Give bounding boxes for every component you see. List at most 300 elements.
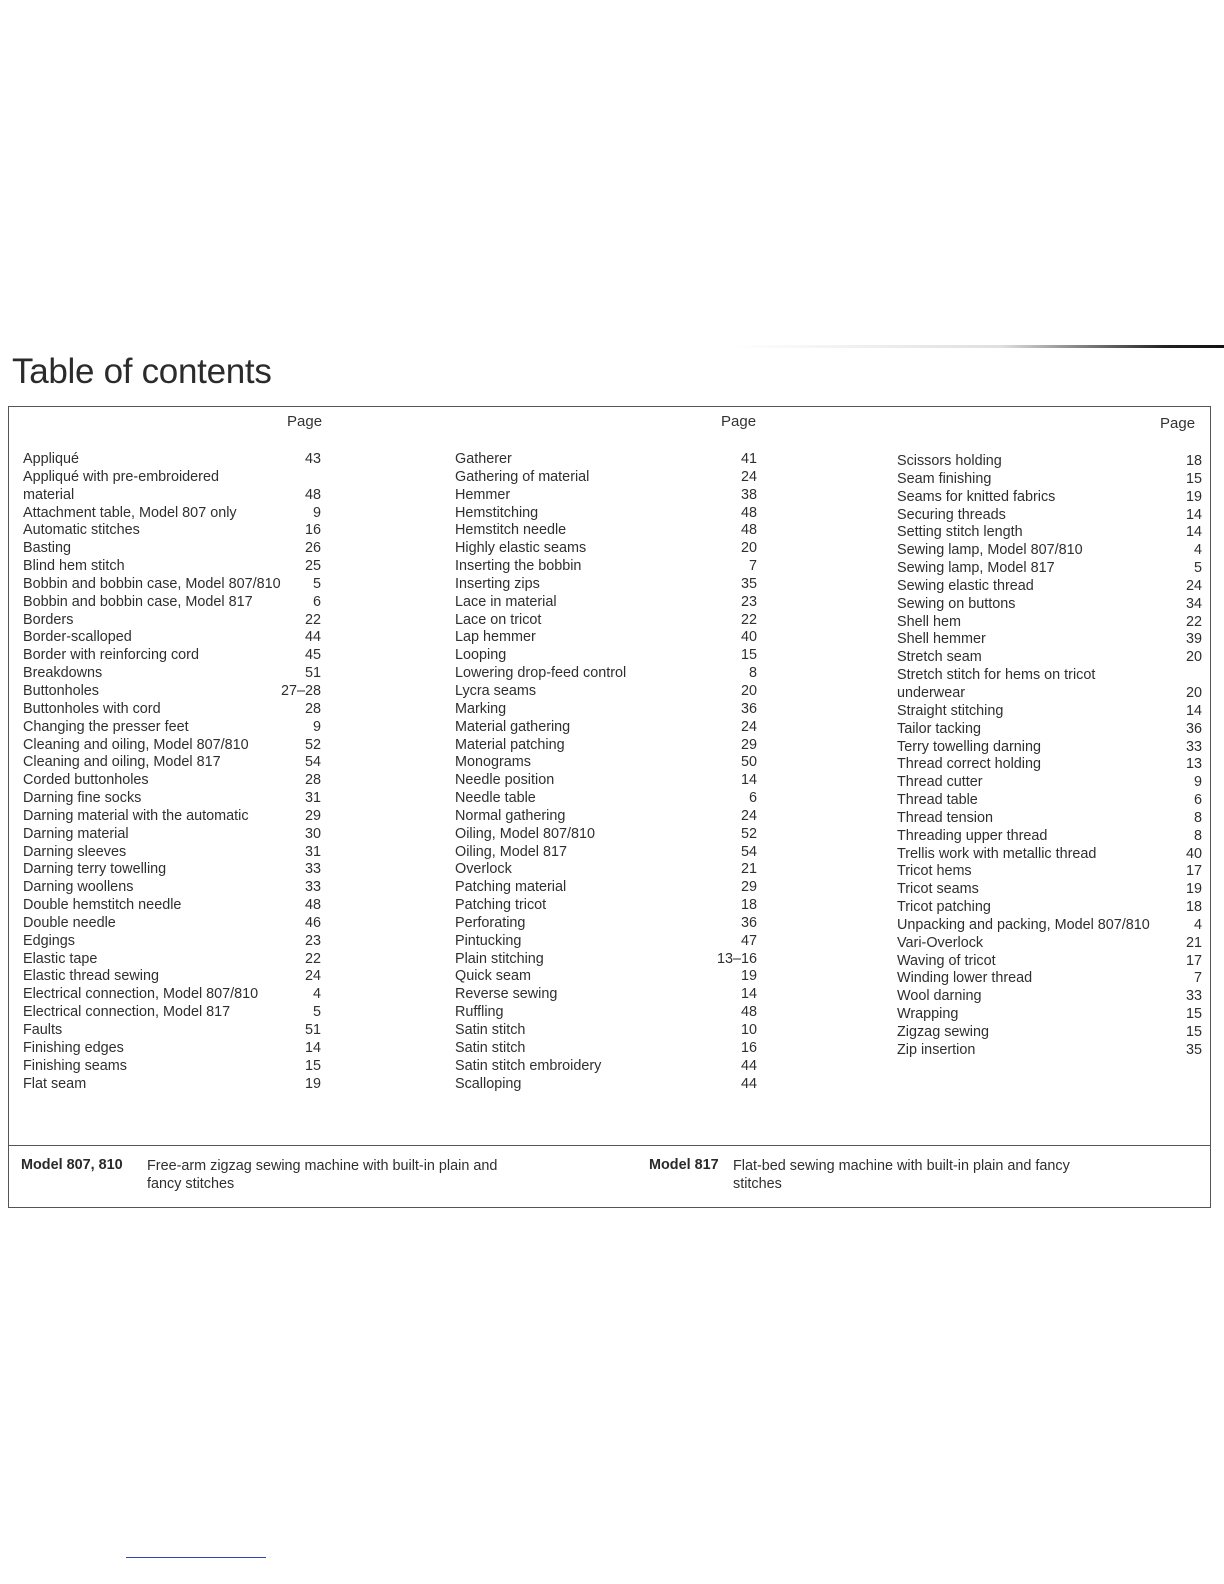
toc-entry-page-number: 5 bbox=[1193, 560, 1202, 577]
toc-entry-page-number: 23 bbox=[740, 593, 757, 610]
toc-entry-page-number: 40 bbox=[1185, 845, 1202, 862]
toc-entry-page-number: 33 bbox=[304, 879, 321, 896]
toc-entry-page-number: 14 bbox=[304, 1039, 321, 1056]
toc-entry-label: material bbox=[23, 486, 75, 503]
toc-entry-page-number: 15 bbox=[1185, 1006, 1202, 1023]
toc-entry bbox=[455, 647, 757, 665]
toc-entry bbox=[897, 578, 1202, 596]
toc-entry-page-number: 33 bbox=[1185, 738, 1202, 755]
toc-entry-page-number: 19 bbox=[1185, 881, 1202, 898]
toc-entry bbox=[897, 649, 1202, 667]
toc-entry-label: Scalloping bbox=[455, 1075, 522, 1092]
toc-entry bbox=[23, 701, 321, 719]
toc-entry-page-number: 38 bbox=[740, 486, 757, 503]
toc-entry bbox=[23, 612, 321, 630]
toc-entry bbox=[455, 612, 757, 630]
toc-entry-label: Lycra seams bbox=[455, 682, 537, 699]
toc-entry-page-number: 7 bbox=[748, 558, 757, 575]
toc-entry bbox=[23, 897, 321, 915]
toc-entry-page-number: 14 bbox=[740, 772, 757, 789]
toc-entry bbox=[455, 915, 757, 933]
toc-entry-page-number: 35 bbox=[1185, 1041, 1202, 1058]
toc-entry-label: Seams for knitted fabrics bbox=[897, 488, 1056, 505]
toc-entry-page-number: 48 bbox=[740, 1004, 757, 1021]
toc-entry-page-number: 24 bbox=[304, 968, 321, 985]
toc-entry bbox=[897, 970, 1202, 988]
toc-entry bbox=[455, 558, 757, 576]
toc-entry-label: Elastic thread sewing bbox=[23, 968, 159, 985]
toc-entry bbox=[23, 737, 321, 755]
toc-entry-label: Tricot hems bbox=[897, 863, 972, 880]
toc-entry-page-number: 33 bbox=[1185, 988, 1202, 1005]
toc-column-1 bbox=[23, 451, 321, 1093]
toc-entry bbox=[455, 808, 757, 826]
toc-entry-page-number: 25 bbox=[304, 558, 321, 575]
toc-entry bbox=[23, 951, 321, 969]
toc-entry bbox=[897, 667, 1202, 685]
toc-entry bbox=[23, 647, 321, 665]
toc-entry bbox=[897, 1006, 1202, 1024]
toc-entry bbox=[897, 614, 1202, 632]
toc-entry bbox=[23, 629, 321, 647]
toc-entry bbox=[455, 897, 757, 915]
toc-entry-page-number: 45 bbox=[304, 647, 321, 664]
toc-entry bbox=[23, 1004, 321, 1022]
toc-entry bbox=[897, 899, 1202, 917]
toc-entry-label: Finishing edges bbox=[23, 1039, 124, 1056]
toc-entry-page-number: 17 bbox=[1185, 863, 1202, 880]
toc-entry-page-number: 9 bbox=[312, 504, 321, 521]
page-column-heading: Page bbox=[1160, 415, 1196, 432]
toc-entry-label: Tailor tacking bbox=[897, 720, 981, 737]
toc-entry-label: Lap hemmer bbox=[455, 629, 536, 646]
toc-entry-page-number: 13 bbox=[1185, 756, 1202, 773]
toc-entry-label: Electrical connection, Model 807/810 bbox=[23, 986, 259, 1003]
toc-entry-label: Lowering drop-feed control bbox=[455, 665, 627, 682]
toc-entry bbox=[455, 933, 757, 951]
toc-entry bbox=[455, 951, 757, 969]
toc-entry-label: Cleaning and oiling, Model 807/810 bbox=[23, 736, 249, 753]
toc-entry-label: Reverse sewing bbox=[455, 986, 558, 1003]
toc-entry-label: Monograms bbox=[455, 754, 531, 771]
toc-entry-page-number: 24 bbox=[1185, 577, 1202, 594]
toc-entry bbox=[23, 986, 321, 1004]
toc-entry-page-number: 43 bbox=[304, 451, 321, 467]
toc-entry-label: Double needle bbox=[23, 914, 116, 931]
toc-entry-label: Setting stitch length bbox=[897, 524, 1023, 541]
toc-entry-page-number: 29 bbox=[740, 879, 757, 896]
toc-entry bbox=[897, 739, 1202, 757]
toc-entry-page-number: 35 bbox=[740, 575, 757, 592]
toc-entry-label: Plain stitching bbox=[455, 950, 544, 967]
toc-entry-label: Material patching bbox=[455, 736, 565, 753]
toc-entry bbox=[897, 828, 1202, 846]
toc-entry bbox=[23, 790, 321, 808]
toc-entry bbox=[455, 522, 757, 540]
toc-entry-label: Gatherer bbox=[455, 451, 512, 467]
toc-entry-page-number: 36 bbox=[740, 914, 757, 931]
toc-entry bbox=[897, 507, 1202, 525]
toc-entry-label: Attachment table, Model 807 only bbox=[23, 504, 237, 521]
toc-entry-label: Double hemstitch needle bbox=[23, 897, 182, 914]
toc-entry bbox=[23, 1076, 321, 1094]
toc-entry bbox=[897, 846, 1202, 864]
toc-entry-page-number: 13–16 bbox=[716, 950, 757, 967]
toc-entry bbox=[455, 451, 757, 469]
toc-entry-page-number: 48 bbox=[740, 504, 757, 521]
toc-entry-label: Unpacking and packing, Model 807/810 bbox=[897, 916, 1150, 933]
toc-entry-page-number: 16 bbox=[304, 522, 321, 539]
toc-entry bbox=[23, 505, 321, 523]
toc-entry bbox=[897, 1024, 1202, 1042]
toc-entry-page-number: 48 bbox=[304, 897, 321, 914]
toc-entry bbox=[897, 863, 1202, 881]
toc-entry bbox=[23, 933, 321, 951]
toc-entry-label: Patching tricot bbox=[455, 897, 547, 914]
toc-entry-label: Tricot patching bbox=[897, 899, 991, 916]
toc-entry-page-number: 20 bbox=[740, 682, 757, 699]
toc-entry-page-number: 22 bbox=[1185, 613, 1202, 630]
toc-entry bbox=[455, 505, 757, 523]
toc-entry-label: Ruffling bbox=[455, 1004, 504, 1021]
toc-entry-label: Highly elastic seams bbox=[455, 540, 587, 557]
toc-entry bbox=[23, 1022, 321, 1040]
toc-entry bbox=[897, 810, 1202, 828]
toc-entry-label: Hemstitching bbox=[455, 504, 539, 521]
toc-entry-page-number: 51 bbox=[304, 1022, 321, 1038]
toc-entry-page-number: 30 bbox=[304, 825, 321, 842]
toc-entry bbox=[897, 988, 1202, 1006]
toc-entry-label: Cleaning and oiling, Model 817 bbox=[23, 754, 221, 771]
toc-entry-label: Oiling, Model 817 bbox=[455, 843, 567, 860]
toc-entry bbox=[897, 685, 1202, 703]
toc-entry-page-number: 29 bbox=[304, 807, 321, 824]
toc-entry-page-number: 39 bbox=[1185, 631, 1202, 648]
toc-entry-label: Shell hem bbox=[897, 613, 961, 630]
toc-entry-page-number: 18 bbox=[740, 897, 757, 914]
toc-entry bbox=[23, 683, 321, 701]
toc-entry-page-number: 46 bbox=[304, 914, 321, 931]
toc-entry-page-number: 21 bbox=[740, 861, 757, 878]
toc-box bbox=[8, 406, 1211, 1208]
toc-entry-label: Faults bbox=[23, 1022, 63, 1038]
toc-entry-page-number: 6 bbox=[1193, 792, 1202, 809]
toc-entry-label: Perforating bbox=[455, 914, 526, 931]
toc-entry-label: Buttonholes with cord bbox=[23, 700, 161, 717]
toc-entry-page-number: 24 bbox=[740, 718, 757, 735]
toc-entry-page-number: 21 bbox=[1185, 934, 1202, 951]
toc-entry-label: Lace on tricot bbox=[455, 611, 542, 628]
toc-entry-page-number: 47 bbox=[740, 932, 757, 949]
toc-entry bbox=[455, 844, 757, 862]
toc-entry bbox=[23, 594, 321, 612]
toc-entry-label: Material gathering bbox=[455, 718, 571, 735]
toc-entry-page-number: 41 bbox=[740, 451, 757, 467]
toc-entry bbox=[455, 487, 757, 505]
toc-entry-label: Inserting the bobbin bbox=[455, 558, 582, 575]
toc-entry-label: Satin stitch bbox=[455, 1039, 526, 1056]
toc-entry bbox=[23, 915, 321, 933]
toc-entry-page-number: 27–28 bbox=[280, 682, 321, 699]
toc-entry bbox=[897, 917, 1202, 935]
toc-entry-label: Bobbin and bobbin case, Model 817 bbox=[23, 593, 253, 610]
toc-entry-page-number: 20 bbox=[1185, 684, 1202, 701]
toc-entry-label: Vari-Overlock bbox=[897, 934, 984, 951]
toc-entry-label: Changing the presser feet bbox=[23, 718, 189, 735]
toc-entry bbox=[455, 540, 757, 558]
toc-entry-label: Overlock bbox=[455, 861, 512, 878]
toc-entry bbox=[455, 1076, 757, 1094]
toc-entry bbox=[455, 1022, 757, 1040]
footer-divider bbox=[9, 1145, 1210, 1146]
toc-entry bbox=[897, 935, 1202, 953]
toc-entry-label: Lace in material bbox=[455, 593, 557, 610]
page-column-heading: Page bbox=[287, 413, 323, 430]
toc-entry-label: Shell hemmer bbox=[897, 631, 986, 648]
toc-entry-page-number: 19 bbox=[1185, 488, 1202, 505]
toc-entry-page-number: 52 bbox=[304, 736, 321, 753]
toc-entry-label: Sewing on buttons bbox=[897, 595, 1016, 612]
toc-entry bbox=[23, 1058, 321, 1076]
toc-entry bbox=[897, 881, 1202, 899]
toc-entry-page-number: 14 bbox=[1185, 506, 1202, 523]
toc-entry-page-number: 6 bbox=[748, 790, 757, 807]
toc-entry-page-number: 19 bbox=[740, 968, 757, 985]
toc-entry-label: Straight stitching bbox=[897, 702, 1004, 719]
toc-entry bbox=[455, 772, 757, 790]
toc-entry-page-number: 7 bbox=[1193, 970, 1202, 987]
toc-entry-page-number: 31 bbox=[304, 790, 321, 807]
toc-entry-page-number: 31 bbox=[304, 843, 321, 860]
toc-entry-label: Darning material with the automatic bbox=[23, 807, 249, 824]
toc-entry bbox=[23, 576, 321, 594]
page-column-heading: Page bbox=[721, 413, 757, 430]
footer-model-807-810-name: Model 807, 810 bbox=[21, 1157, 123, 1173]
toc-entry-label: Elastic tape bbox=[23, 950, 98, 967]
toc-entry-label: Hemmer bbox=[455, 486, 511, 503]
toc-entry-page-number: 16 bbox=[740, 1039, 757, 1056]
toc-entry bbox=[23, 522, 321, 540]
toc-entry-label: Zigzag sewing bbox=[897, 1024, 989, 1040]
toc-entry bbox=[455, 737, 757, 755]
toc-entry-page-number: 54 bbox=[740, 843, 757, 860]
toc-entry-page-number: 15 bbox=[1185, 1024, 1202, 1040]
toc-entry bbox=[897, 453, 1202, 471]
toc-entry-label: Zip insertion bbox=[897, 1041, 976, 1058]
toc-entry-page-number: 36 bbox=[740, 700, 757, 717]
toc-entry-page-number: 5 bbox=[312, 1004, 321, 1021]
toc-entry bbox=[455, 469, 757, 487]
toc-entry-page-number: 8 bbox=[1193, 809, 1202, 826]
toc-entry bbox=[23, 558, 321, 576]
toc-entry-page-number: 23 bbox=[304, 932, 321, 949]
toc-entry-label: Automatic stitches bbox=[23, 522, 140, 539]
toc-column-2 bbox=[455, 451, 757, 1093]
toc-entry-page-number: 8 bbox=[748, 665, 757, 682]
toc-entry-page-number: 50 bbox=[740, 754, 757, 771]
toc-entry-label: Darning material bbox=[23, 825, 129, 842]
toc-entry bbox=[23, 451, 321, 469]
toc-entry-label: Basting bbox=[23, 540, 71, 557]
toc-entry-label: Looping bbox=[455, 647, 507, 664]
toc-entry-page-number: 9 bbox=[1193, 774, 1202, 791]
toc-entry-label: Wool darning bbox=[897, 988, 982, 1005]
toc-entry-label: Waving of tricot bbox=[897, 952, 996, 969]
toc-entry bbox=[455, 879, 757, 897]
toc-entry-label: Marking bbox=[455, 700, 507, 717]
toc-entry bbox=[23, 719, 321, 737]
toc-entry bbox=[23, 968, 321, 986]
toc-entry-label: Sewing lamp, Model 807/810 bbox=[897, 542, 1083, 559]
toc-entry-label: Edgings bbox=[23, 932, 76, 949]
toc-entry-label: Satin stitch embroidery bbox=[455, 1057, 602, 1074]
toc-entry bbox=[897, 524, 1202, 542]
toc-entry-page-number: 14 bbox=[1185, 702, 1202, 719]
toc-entry-page-number: 24 bbox=[740, 468, 757, 485]
toc-entry-page-number: 44 bbox=[304, 629, 321, 646]
toc-entry-page-number: 20 bbox=[1185, 649, 1202, 666]
toc-entry-label: Oiling, Model 807/810 bbox=[455, 825, 595, 842]
toc-entry-page-number: 28 bbox=[304, 700, 321, 717]
toc-entry-label: Quick seam bbox=[455, 968, 531, 985]
toc-entry-label: Terry towelling darning bbox=[897, 738, 1041, 755]
toc-entry bbox=[455, 1058, 757, 1076]
toc-entry-label: Sewing lamp, Model 817 bbox=[897, 560, 1055, 577]
toc-entry bbox=[897, 471, 1202, 489]
toc-entry-page-number: 22 bbox=[304, 611, 321, 628]
toc-entry-page-number: 19 bbox=[304, 1075, 321, 1092]
toc-entry bbox=[897, 721, 1202, 739]
toc-entry-label: Satin stitch bbox=[455, 1022, 526, 1038]
toc-entry-label: Hemstitch needle bbox=[455, 522, 567, 539]
toc-entry-label: Appliqué bbox=[23, 451, 80, 467]
toc-entry-label: underwear bbox=[897, 684, 965, 701]
toc-entry-label: Darning terry towelling bbox=[23, 861, 167, 878]
toc-entry bbox=[897, 560, 1202, 578]
toc-entry-label: Tricot seams bbox=[897, 881, 979, 898]
toc-entry bbox=[455, 1004, 757, 1022]
toc-entry-label: Needle table bbox=[455, 790, 536, 807]
toc-entry bbox=[455, 968, 757, 986]
toc-entry-label: Seam finishing bbox=[897, 470, 992, 487]
toc-entry-page-number: 4 bbox=[312, 986, 321, 1003]
toc-entry-label: Borders bbox=[23, 611, 74, 628]
toc-entry-label: Corded buttonholes bbox=[23, 772, 149, 789]
toc-entry bbox=[455, 683, 757, 701]
toc-entry bbox=[23, 469, 321, 487]
toc-entry bbox=[897, 756, 1202, 774]
toc-entry bbox=[897, 1042, 1202, 1060]
toc-entry-page-number: 48 bbox=[740, 522, 757, 539]
toc-entry-label: Electrical connection, Model 817 bbox=[23, 1004, 231, 1021]
toc-entry bbox=[897, 792, 1202, 810]
toc-entry-page-number: 5 bbox=[312, 575, 321, 592]
toc-entry-page-number: 52 bbox=[740, 825, 757, 842]
toc-entry-page-number: 40 bbox=[740, 629, 757, 646]
toc-entry-page-number: 20 bbox=[740, 540, 757, 557]
toc-entry bbox=[455, 1040, 757, 1058]
toc-entry-label: Stretch seam bbox=[897, 649, 982, 666]
toc-entry-page-number: 44 bbox=[740, 1057, 757, 1074]
top-decorative-rule bbox=[730, 345, 1224, 348]
toc-entry bbox=[23, 879, 321, 897]
toc-entry-label: Buttonholes bbox=[23, 682, 100, 699]
footer-model-817-name: Model 817 bbox=[649, 1157, 719, 1173]
toc-entry-page-number: 15 bbox=[740, 647, 757, 664]
toc-entry bbox=[455, 576, 757, 594]
toc-entry-page-number: 15 bbox=[1185, 470, 1202, 487]
toc-entry bbox=[23, 844, 321, 862]
toc-entry bbox=[455, 826, 757, 844]
toc-entry-label: Winding lower thread bbox=[897, 970, 1033, 987]
toc-entry-label: Pintucking bbox=[455, 932, 522, 949]
toc-entry bbox=[897, 596, 1202, 614]
toc-entry-label: Breakdowns bbox=[23, 665, 103, 682]
toc-entry-label: Appliqué with pre-embroidered bbox=[23, 468, 219, 485]
toc-entry-page-number: 6 bbox=[312, 593, 321, 610]
toc-entry-page-number: 9 bbox=[312, 718, 321, 735]
toc-entry bbox=[897, 542, 1202, 560]
toc-entry-page-number: 33 bbox=[304, 861, 321, 878]
toc-entry-label: Darning fine socks bbox=[23, 790, 142, 807]
toc-entry-label: Thread table bbox=[897, 792, 978, 809]
toc-entry bbox=[455, 629, 757, 647]
toc-entry-label: Needle position bbox=[455, 772, 555, 789]
toc-entry-page-number: 8 bbox=[1193, 827, 1202, 844]
toc-entry bbox=[23, 772, 321, 790]
toc-entry-page-number: 34 bbox=[1185, 595, 1202, 612]
toc-entry-page-number: 44 bbox=[740, 1075, 757, 1092]
toc-entry-page-number: 28 bbox=[304, 772, 321, 789]
toc-entry-page-number: 26 bbox=[304, 540, 321, 557]
toc-entry-label: Darning woollens bbox=[23, 879, 134, 896]
toc-entry-page-number: 18 bbox=[1185, 453, 1202, 469]
toc-entry-page-number: 24 bbox=[740, 807, 757, 824]
toc-entry-label: Wrapping bbox=[897, 1006, 959, 1023]
toc-entry-page-number: 14 bbox=[740, 986, 757, 1003]
toc-entry-page-number: 4 bbox=[1193, 542, 1202, 559]
toc-entry bbox=[455, 790, 757, 808]
toc-entry bbox=[455, 701, 757, 719]
bottom-decorative-rule bbox=[126, 1557, 266, 1558]
toc-entry-page-number: 48 bbox=[304, 486, 321, 503]
toc-entry-label: Securing threads bbox=[897, 506, 1006, 523]
toc-entry-label: Flat seam bbox=[23, 1075, 87, 1092]
toc-entry-label: Finishing seams bbox=[23, 1057, 127, 1074]
toc-entry-label: Stretch stitch for hems on tricot bbox=[897, 667, 1096, 684]
toc-entry bbox=[455, 861, 757, 879]
footer-model-807-810-description: Free-arm zigzag sewing machine with built-in plain and fancy stitches bbox=[147, 1158, 498, 1192]
toc-entry bbox=[455, 665, 757, 683]
toc-entry-page-number: 29 bbox=[740, 736, 757, 753]
toc-entry-label: Gathering of material bbox=[455, 468, 590, 485]
toc-entry bbox=[23, 754, 321, 772]
toc-entry bbox=[897, 774, 1202, 792]
toc-entry bbox=[23, 487, 321, 505]
toc-entry bbox=[23, 665, 321, 683]
toc-entry-page-number: 4 bbox=[1193, 916, 1202, 933]
toc-entry bbox=[455, 594, 757, 612]
toc-entry bbox=[23, 1040, 321, 1058]
toc-entry-page-number: 18 bbox=[1185, 899, 1202, 916]
toc-entry bbox=[897, 953, 1202, 971]
toc-entry bbox=[23, 826, 321, 844]
toc-entry-label: Scissors holding bbox=[897, 453, 1002, 469]
toc-entry bbox=[897, 489, 1202, 507]
toc-entry-label: Inserting zips bbox=[455, 575, 540, 592]
toc-entry-page-number: 22 bbox=[304, 950, 321, 967]
toc-entry-label: Border-scalloped bbox=[23, 629, 132, 646]
